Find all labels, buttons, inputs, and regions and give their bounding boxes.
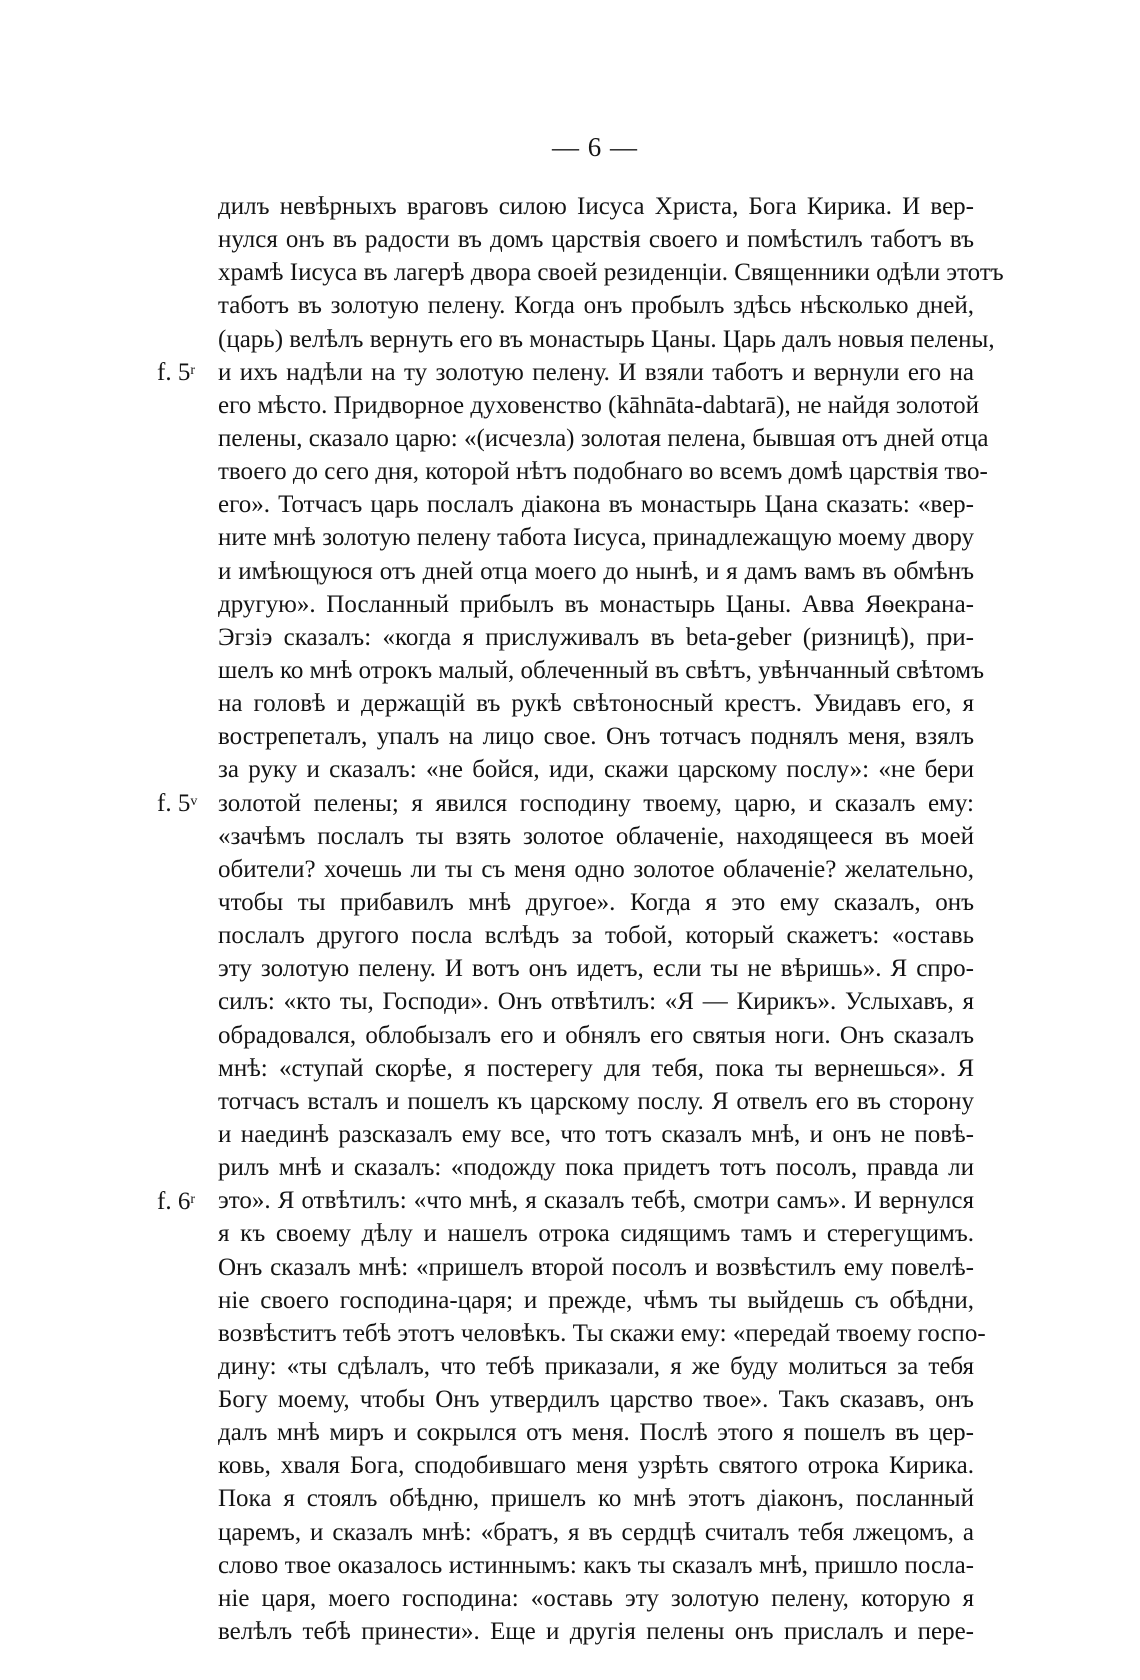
folio-marker — [157, 787, 197, 820]
folio-label: f. 6 — [157, 1187, 191, 1215]
text-line: рилъ мнѣ и сказалъ: «подожду пока придетъ тотъ посолъ, правда ли — [218, 1154, 974, 1182]
text-line: обрадовался, облобызалъ его и обнялъ его святыя ноги. Онъ сказалъ — [218, 1021, 974, 1049]
folio-label: f. 5 — [157, 358, 191, 386]
text-line: нулся онъ въ радости въ домъ царствія своего и помѣстилъ таботъ въ — [218, 226, 974, 254]
text-line: Эгзіэ сказалъ: «когда я прислуживалъ въ beta-geber (ризницѣ), при- — [218, 623, 974, 651]
text-line: далъ мнѣ миръ и сокрылся отъ меня. Послѣ этого я пошелъ въ цер- — [218, 1419, 974, 1447]
text-line: дилъ невѣрныхъ враговъ силою Іисуса Христа, Бога Кирика. И вер- — [218, 193, 974, 220]
text-line: Пока я стоялъ обѣдню, пришелъ ко мнѣ этотъ діаконъ, посланный — [218, 1485, 974, 1513]
text-line: (царь) велѣлъ вернуть его въ монастырь Цаны. Царь далъ новыя пелены, — [218, 325, 995, 353]
text-line: твоего до сего дня, которой нѣтъ подобнаго во всемъ домѣ царствія тво- — [218, 458, 988, 486]
text-line: ніе своего господина-царя; и прежде, чѣмъ ты выйдешь съ обѣдни, — [218, 1286, 974, 1314]
text-line: это». Я отвѣтилъ: «что мнѣ, я сказалъ тебѣ, смотри самъ». И вернулся — [218, 1187, 974, 1215]
text-line: другую». Посланный прибылъ въ монастырь Цаны. Авва Яѳекрана- — [218, 590, 974, 618]
text-line: его». Тотчасъ царь послалъ діакона въ монастырь Цана сказать: «вер- — [218, 491, 974, 519]
text-line: вострепеталъ, упалъ на лицо свое. Онъ тотчасъ поднялъ меня, взялъ — [218, 723, 974, 751]
text-line: я къ своему дѣлу и нашелъ отрока сидящимъ тамъ и стерегущимъ. — [218, 1220, 974, 1248]
text-line: пелены, сказало царю: «(исчезла) золотая пелена, бывшая отъ дней отца — [218, 424, 989, 452]
folio-label: f. 5 — [157, 789, 191, 817]
folio-side: r — [190, 1191, 195, 1207]
text-line: велѣлъ тебѣ принести». Еще и другія пелены онъ прислалъ и пере- — [218, 1618, 974, 1646]
text-line: его мѣсто. Придворное духовенство (kāhnāta-dabtarā), не найдя золотой — [218, 391, 980, 419]
text-line: и имѣющуюся отъ дней отца моего до нынѣ, и я дамъ вамъ въ обмѣнъ — [218, 557, 974, 585]
text-line: за руку и сказалъ: «не бойся, иди, скажи царскому послу»: «не бери — [218, 756, 974, 784]
text-line: обители? хочешь ли ты съ меня одно золотое облаченіе? желательно, — [218, 855, 974, 883]
text-line: ните мнѣ золотую пелену табота Іисуса, принадлежащую моему двору — [218, 524, 974, 552]
text-line: возвѣститъ тебѣ этотъ человѣкъ. Ты скажи ему: «передай твоему госпо- — [218, 1319, 986, 1347]
folio-side: r — [190, 362, 195, 378]
text-line: тотчасъ всталъ и пошелъ къ царскому послу. Я отвелъ его въ сторону — [218, 1087, 974, 1115]
folio-marker — [157, 1185, 195, 1218]
text-line: и наединѣ разсказалъ ему все, что тотъ сказалъ мнѣ, и онъ не повѣ- — [218, 1120, 974, 1148]
text-line: Богу моему, чтобы Онъ утвердилъ царство твое». Такъ сказавъ, онъ — [218, 1386, 974, 1414]
text-line: таботъ въ золотую пелену. Когда онъ пробылъ здѣсь нѣсколько дней, — [218, 292, 974, 320]
folio-side: v — [190, 793, 198, 809]
text-line: царемъ, и сказалъ мнѣ: «братъ, я въ сердцѣ считалъ тебя лжецомъ, а — [218, 1518, 974, 1546]
text-line: слово твое оказалось истиннымъ: какъ ты сказалъ мнѣ, пришло посла- — [218, 1551, 974, 1579]
text-line: шелъ ко мнѣ отрокъ малый, облеченный въ свѣтъ, увѣнчанный свѣтомъ — [218, 656, 985, 684]
text-line: и ихъ надѣли на ту золотую пелену. И взяли таботъ и вернули его на — [218, 358, 974, 386]
text-line: силъ: «кто ты, Господи». Онъ отвѣтилъ: «Я — Кирикъ». Услыхавъ, я — [218, 988, 974, 1016]
text-line: дину: «ты сдѣлалъ, что тебѣ приказали, я же буду молиться за тебя — [218, 1352, 974, 1380]
folio-marker — [157, 356, 195, 389]
body-text — [218, 190, 1004, 1648]
text-line: храмѣ Іисуса въ лагерѣ двора своей резиденціи. Священники одѣли этотъ — [218, 259, 1004, 287]
page-number: — 6 — — [552, 132, 638, 162]
text-line: ніе царя, моего господина: «оставь эту золотую пелену, которую я — [218, 1584, 974, 1612]
text-line: ковь, хваля Бога, сподобившаго меня узрѣть святого отрока Кирика. — [218, 1452, 974, 1480]
text-line: Онъ сказалъ мнѣ: «пришелъ второй посолъ и возвѣстилъ ему повелѣ- — [218, 1253, 974, 1281]
text-line: золотой пелены; я явился господину твоему, царю, и сказалъ ему: — [218, 789, 974, 817]
text-line: мнѣ: «ступай скорѣе, я постерегу для тебя, пока ты вернешься». Я — [218, 1054, 974, 1082]
text-line: «зачѣмъ послалъ ты взять золотое облаченіе, находящееся въ моей — [218, 822, 974, 850]
text-line: на головѣ и держащій въ рукѣ свѣтоносный крестъ. Увидавъ его, я — [218, 690, 974, 718]
text-line: послалъ другого посла вслѣдъ за тобой, который скажетъ: «оставь — [218, 922, 974, 950]
text-line: чтобы ты прибавилъ мнѣ другое». Когда я это ему сказалъ, онъ — [218, 888, 974, 916]
text-line: эту золотую пелену. И вотъ онъ идетъ, если ты не вѣришь». Я спро- — [218, 955, 974, 983]
